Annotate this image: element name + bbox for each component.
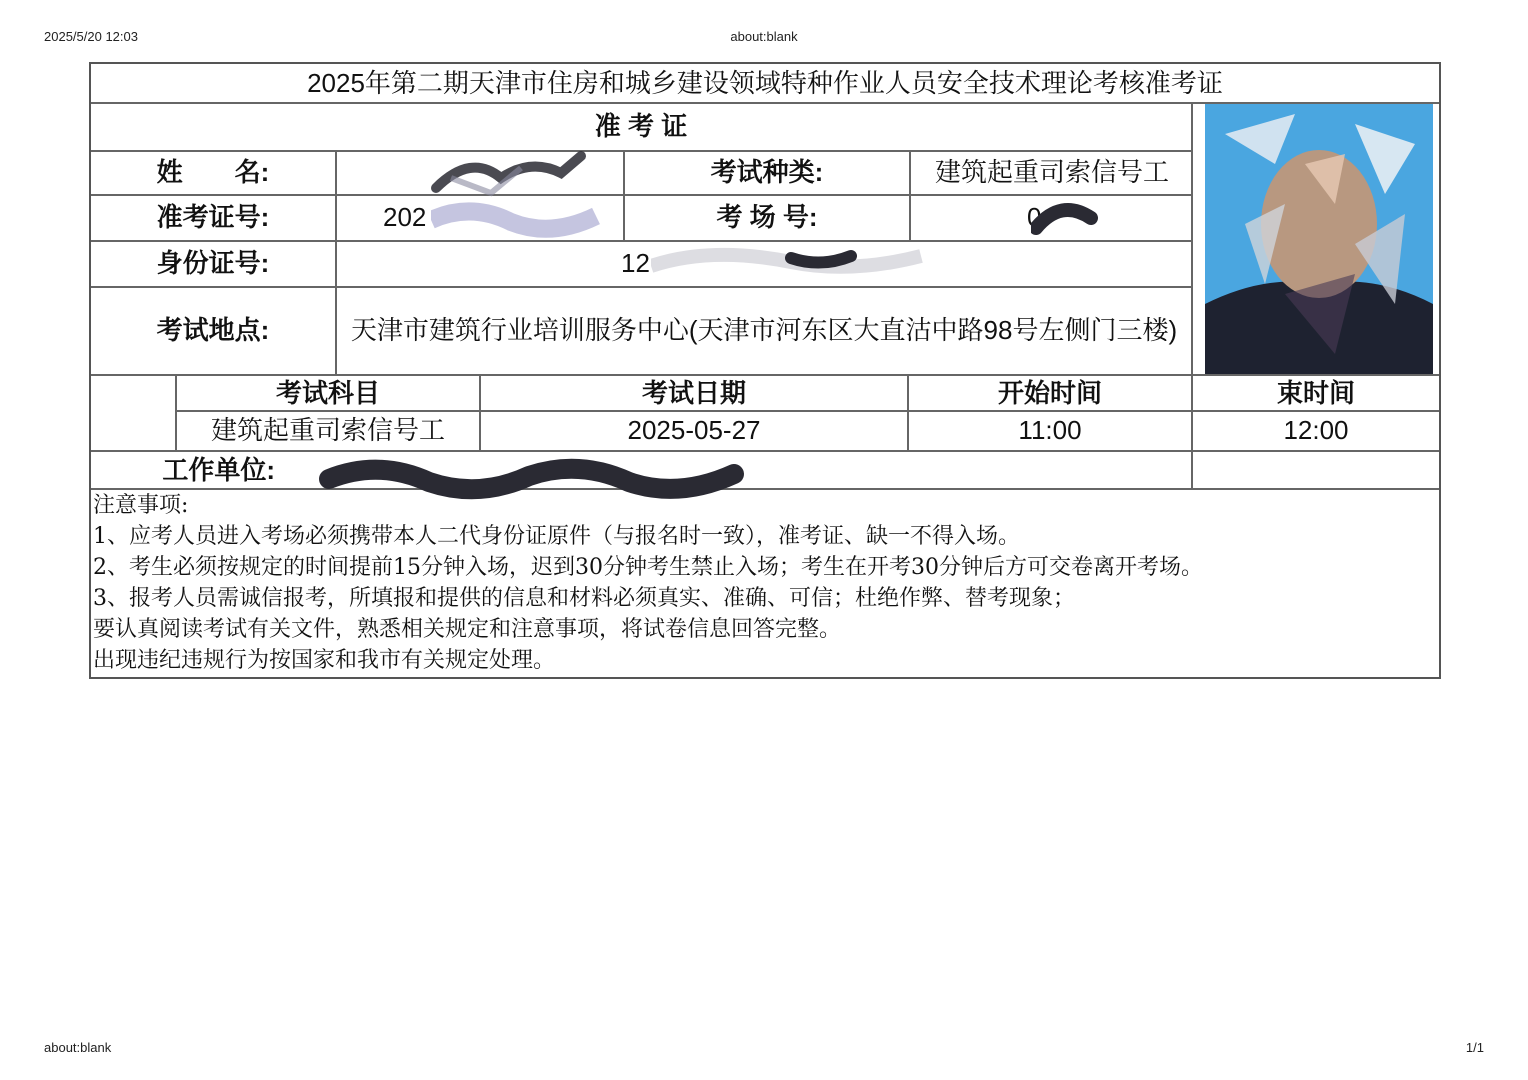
note-item-3: 3、报考人员需诚信报考，所填报和提供的信息和材料必须真实、准确、可信；杜绝作弊、替考现象； xyxy=(93,586,1076,611)
value-exam-type: 建筑起重司索信号工 xyxy=(934,157,1169,188)
schedule-subject: 建筑起重司索信号工 xyxy=(210,415,445,446)
label-room-no: 考 场 号: xyxy=(716,202,818,233)
applicant-photo xyxy=(1205,104,1433,374)
photo-image xyxy=(1205,104,1433,374)
label-ticket-no: 准考证号: xyxy=(156,202,270,233)
notes-section xyxy=(93,490,1433,676)
schedule-header-end: 束时间 xyxy=(1276,378,1355,409)
print-datetime: 2025/5/20 12:03 xyxy=(44,29,138,44)
schedule-header-date: 考试日期 xyxy=(641,378,746,409)
schedule-date: 2025-05-27 xyxy=(627,415,761,446)
label-name: 姓 名: xyxy=(156,157,270,188)
note-item-1: 1、应考人员进入考场必须携带本人二代身份证原件（与报名时一致），准考证、缺一不得入场。 xyxy=(93,524,1021,549)
label-id-no: 身份证号: xyxy=(156,248,270,279)
schedule-end-time: 12:00 xyxy=(1283,415,1349,446)
redaction-ticket-no xyxy=(431,198,601,242)
print-footer-url: about:blank xyxy=(44,1040,112,1055)
schedule-header-start: 开始时间 xyxy=(997,378,1102,409)
value-ticket-no: 202 xyxy=(383,202,427,233)
redaction-room-no xyxy=(1031,198,1101,238)
label-location: 考试地点: xyxy=(156,315,270,346)
admission-ticket xyxy=(89,62,1441,679)
redaction-name xyxy=(431,148,591,200)
notes-heading: 注意事项: xyxy=(93,493,189,518)
schedule-start-time: 11:00 xyxy=(1018,415,1082,446)
redaction-id-no xyxy=(651,236,931,280)
value-location: 天津市建筑行业培训服务中心(天津市河东区大直沽中路98号左侧门三楼) xyxy=(350,315,1178,346)
note-item-5: 出现违纪违规行为按国家和我市有关规定处理。 xyxy=(93,648,556,673)
label-exam-type: 考试种类: xyxy=(710,157,824,188)
ticket-subtitle: 准 考 证 xyxy=(594,111,688,142)
print-url: about:blank xyxy=(730,29,798,44)
schedule-header-subject: 考试科目 xyxy=(275,378,380,409)
note-item-2: 2、考生必须按规定的时间提前15分钟入场，迟到30分钟考生禁止入场；考生在开考30分钟后方可交卷离开考场。 xyxy=(93,555,1203,580)
ticket-title: 2025年第二期天津市住房和城乡建设领域特种作业人员安全技术理论考核准考证 xyxy=(307,68,1223,99)
label-employer: 工作单位: xyxy=(162,455,275,486)
value-id-no: 12 xyxy=(621,248,650,279)
print-page-number: 1/1 xyxy=(1465,1040,1484,1055)
note-item-4: 要认真阅读考试有关文件，熟悉相关规定和注意事项，将试卷信息回答完整。 xyxy=(93,617,842,642)
value-room-no: 0 xyxy=(1027,202,1042,233)
